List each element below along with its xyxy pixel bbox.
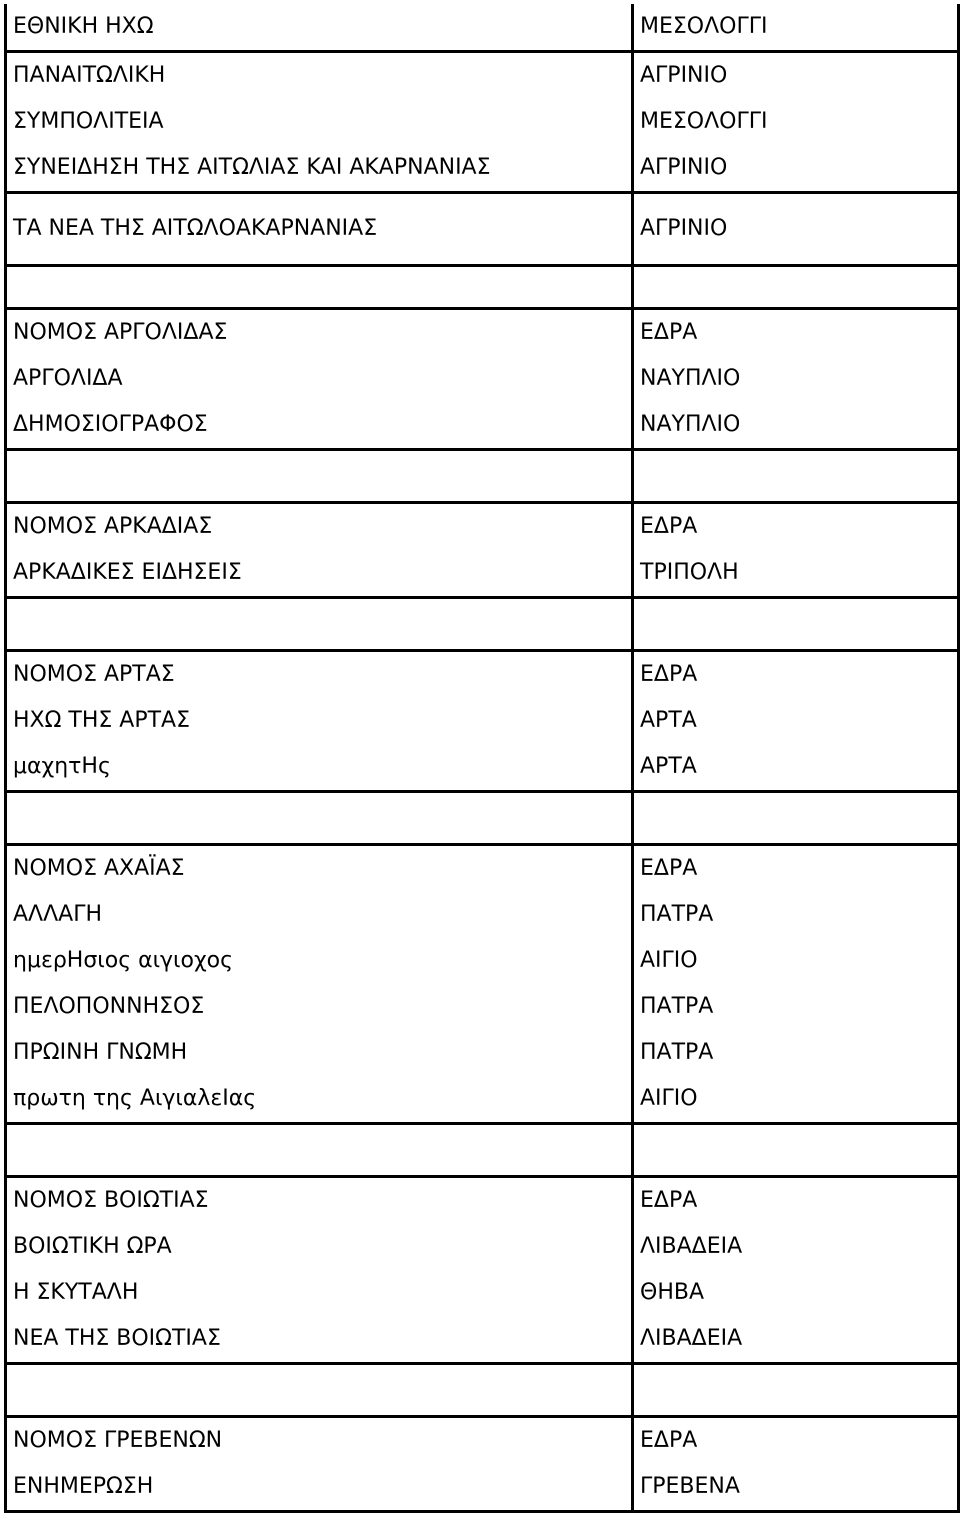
spacer-row — [6, 266, 959, 309]
table-row — [6, 938, 959, 984]
table-row — [6, 193, 959, 266]
table-row — [6, 52, 959, 100]
table-row — [6, 99, 959, 145]
seat-heading: ΕΔΡΑ — [633, 651, 959, 699]
prefecture-heading: ΝΟΜΟΣ ΑΡΚΑΔΙΑΣ — [6, 503, 633, 551]
newspaper-name: Η ΣΚΥΤΑΛΗ — [6, 1270, 633, 1316]
newspaper-name: ΤΑ ΝΕΑ ΤΗΣ ΑΙΤΩΛΟΑΚΑΡΝΑΝΙΑΣ — [6, 193, 633, 266]
table-row — [6, 1224, 959, 1270]
table-row — [6, 145, 959, 193]
spacer-cell — [633, 450, 959, 503]
city-name: ΓΡΕΒΕΝΑ — [633, 1464, 959, 1512]
spacer-cell — [6, 792, 633, 845]
spacer-cell — [633, 792, 959, 845]
table-row — [6, 503, 959, 551]
city-name: ΤΡΙΠΟΛΗ — [633, 550, 959, 598]
table-row — [6, 309, 959, 357]
table-row — [6, 744, 959, 792]
newspaper-name: ΣΥΝΕΙΔΗΣΗ ΤΗΣ ΑΙΤΩΛΙΑΣ ΚΑΙ ΑΚΑΡΝΑΝΙΑΣ — [6, 145, 633, 193]
table-row — [6, 1076, 959, 1124]
table-row — [6, 1464, 959, 1512]
table-row — [6, 1270, 959, 1316]
city-name: ΛΙΒΑΔΕΙΑ — [633, 1316, 959, 1364]
newspaper-name: πρωτη της ΑιγιαλεΙας — [6, 1076, 633, 1124]
prefecture-heading: ΝΟΜΟΣ ΒΟΙΩΤΙΑΣ — [6, 1177, 633, 1225]
newspaper-name: ΕΘΝΙΚΗ ΗΧΩ — [6, 4, 633, 52]
city-name: ΠΑΤΡΑ — [633, 984, 959, 1030]
table-row — [6, 402, 959, 450]
table-row — [6, 1177, 959, 1225]
newspapers-table — [4, 4, 960, 1513]
city-name: ΠΑΤΡΑ — [633, 1030, 959, 1076]
prefecture-heading: ΝΟΜΟΣ ΑΧΑΪΑΣ — [6, 845, 633, 893]
spacer-cell — [633, 1124, 959, 1177]
newspaper-name: ΑΡΓΟΛΙΔΑ — [6, 356, 633, 402]
spacer-cell — [6, 1364, 633, 1417]
city-name: ΑΡΤΑ — [633, 698, 959, 744]
newspaper-name: ΣΥΜΠΟΛΙΤΕΙΑ — [6, 99, 633, 145]
newspaper-name: ΠΑΝΑΙΤΩΛΙΚΗ — [6, 52, 633, 100]
table-row — [6, 356, 959, 402]
newspaper-name: ΝΕΑ ΤΗΣ ΒΟΙΩΤΙΑΣ — [6, 1316, 633, 1364]
city-name: ΑΓΡΙΝΙΟ — [633, 193, 959, 266]
city-name: ΑΓΡΙΝΙΟ — [633, 145, 959, 193]
seat-heading: ΕΔΡΑ — [633, 503, 959, 551]
table-row — [6, 845, 959, 893]
table-row — [6, 4, 959, 52]
table-row — [6, 1316, 959, 1364]
spacer-cell — [6, 266, 633, 309]
spacer-row — [6, 792, 959, 845]
seat-heading: ΕΔΡΑ — [633, 309, 959, 357]
seat-heading: ΕΔΡΑ — [633, 1177, 959, 1225]
spacer-row — [6, 598, 959, 651]
city-name: ΘΗΒΑ — [633, 1270, 959, 1316]
city-name: ΜΕΣΟΛΟΓΓΙ — [633, 99, 959, 145]
newspaper-name: ΑΛΛΑΓΗ — [6, 892, 633, 938]
newspaper-name: ΗΧΩ ΤΗΣ ΑΡΤΑΣ — [6, 698, 633, 744]
spacer-row — [6, 1364, 959, 1417]
city-name: ΑΙΓΙΟ — [633, 938, 959, 984]
prefecture-heading: ΝΟΜΟΣ ΓΡΕΒΕΝΩΝ — [6, 1417, 633, 1465]
newspaper-name: ημερΗσιος αιγιοχος — [6, 938, 633, 984]
seat-heading: ΕΔΡΑ — [633, 845, 959, 893]
city-name: ΠΑΤΡΑ — [633, 892, 959, 938]
spacer-cell — [633, 598, 959, 651]
newspaper-name: ΑΡΚΑΔΙΚΕΣ ΕΙΔΗΣΕΙΣ — [6, 550, 633, 598]
newspaper-name: ΒΟΙΩΤΙΚΗ ΩΡΑ — [6, 1224, 633, 1270]
table-row — [6, 550, 959, 598]
newspaper-name: ΕΝΗΜΕΡΩΣΗ — [6, 1464, 633, 1512]
spacer-cell — [633, 266, 959, 309]
newspaper-name: ΠΡΩΙΝΗ ΓΝΩΜΗ — [6, 1030, 633, 1076]
prefecture-heading: ΝΟΜΟΣ ΑΡΓΟΛΙΔΑΣ — [6, 309, 633, 357]
city-name: ΑΡΤΑ — [633, 744, 959, 792]
newspaper-name: ΔΗΜΟΣΙΟΓΡΑΦΟΣ — [6, 402, 633, 450]
seat-heading: ΕΔΡΑ — [633, 1417, 959, 1465]
table-row — [6, 892, 959, 938]
city-name: ΛΙΒΑΔΕΙΑ — [633, 1224, 959, 1270]
spacer-row — [6, 1124, 959, 1177]
newspaper-name: μαχητΗς — [6, 744, 633, 792]
spacer-row — [6, 450, 959, 503]
table-row — [6, 698, 959, 744]
spacer-cell — [633, 1364, 959, 1417]
city-name: ΑΙΓΙΟ — [633, 1076, 959, 1124]
spacer-cell — [6, 598, 633, 651]
city-name: ΑΓΡΙΝΙΟ — [633, 52, 959, 100]
prefecture-heading: ΝΟΜΟΣ ΑΡΤΑΣ — [6, 651, 633, 699]
table-row — [6, 1417, 959, 1465]
city-name: ΝΑΥΠΛΙΟ — [633, 402, 959, 450]
spacer-cell — [6, 1124, 633, 1177]
city-name: ΜΕΣΟΛΟΓΓΙ — [633, 4, 959, 52]
table-row — [6, 984, 959, 1030]
table-row — [6, 651, 959, 699]
spacer-cell — [6, 450, 633, 503]
newspaper-name: ΠΕΛΟΠΟΝΝΗΣΟΣ — [6, 984, 633, 1030]
table-row — [6, 1030, 959, 1076]
city-name: ΝΑΥΠΛΙΟ — [633, 356, 959, 402]
